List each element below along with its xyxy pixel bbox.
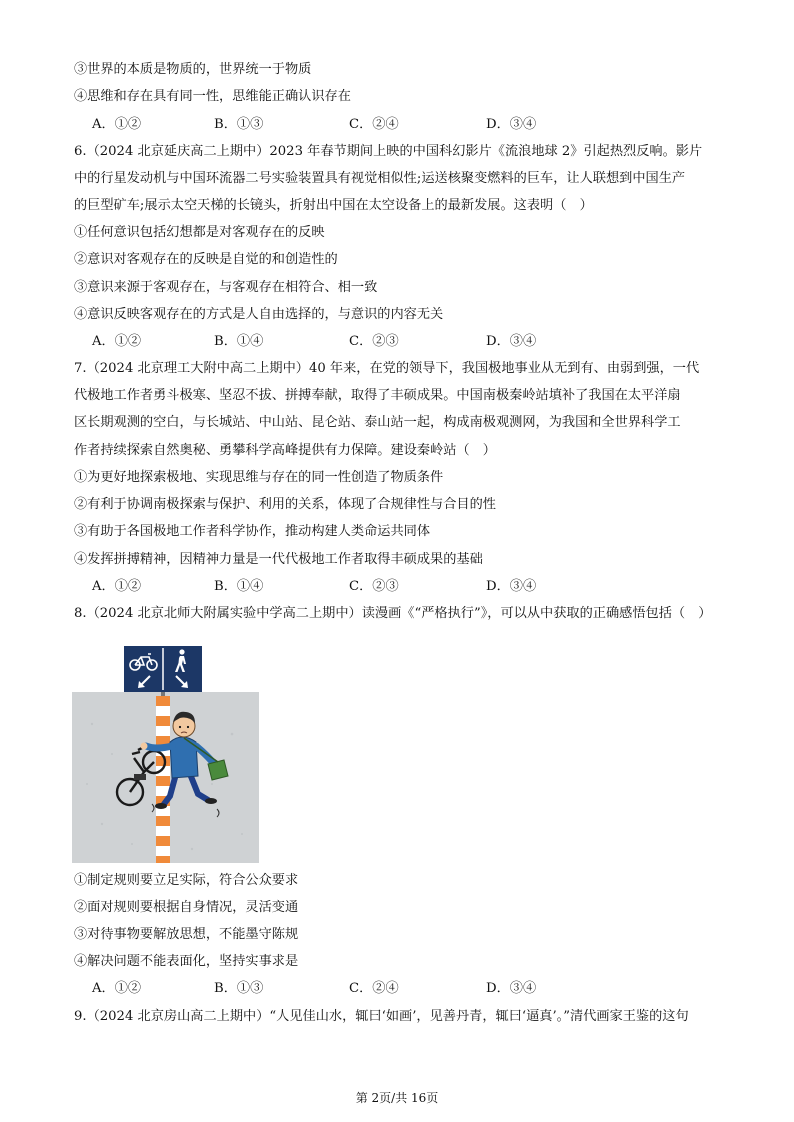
q7-stem-line-1: 7.（2024 北京理工大附中高二上期中）40 年来，在党的领导下，我国极地事业从无到有、由弱到强，一代 [74,361,700,376]
choice-c[interactable]: C．②④ [349,981,399,996]
q7-option-4: ④发挥拼搏精神，因精神力量是一代代极地工作者取得丰硕成果的基础 [74,552,483,567]
q6-stem-line-3: 的巨型矿车;展示太空天梯的长镜头，折射出中国在太空设备上的最新发展。这表明（ ） [74,198,593,213]
page-number-footer: 第 2页/共 16页 [355,1091,439,1105]
choice-c[interactable]: C．②④ [349,117,399,132]
q7-stem-line-3: 区长期观测的空白，与长城站、中山站、昆仑站、泰山站一起，构成南极观测网，为我国和全世界科学工 [74,415,681,430]
shoulder-bag [208,760,228,780]
choice-a[interactable]: A．①② [92,117,142,132]
choice-d[interactable]: D．③④ [486,117,537,132]
choice-b[interactable]: B．①④ [214,334,264,349]
q6-option-2: ②意识对客观存在的反映是自觉的和创造性的 [74,252,338,267]
lane-sign [124,646,202,692]
q6-stem-line-1: 6.（2024 北京延庆高二上期中）2023 年春节期间上映的中国科幻影片《流浪地球 2》引起热烈反响。影片 [74,144,703,159]
q7-stem-line-2: 代极地工作者勇斗极寒、坚忍不拔、拼搏奉献，取得了丰硕成果。中国南极秦岭站填补了我国在太平洋扇 [74,388,681,403]
q7-option-3: ③有助于各国极地工作者科学协作，推动构建人类命运共同体 [74,524,431,539]
choice-d[interactable]: D．③④ [486,579,537,594]
q6-stem-line-2: 中的行星发动机与中国环流器二号实验装置具有视觉相似性;运送核聚变燃料的巨车，让人联想到中国生产 [74,171,686,186]
top-option-3: ③世界的本质是物质的，世界统一于物质 [74,62,312,77]
q7-option-1: ①为更好地探索极地、实现思维与存在的同一性创造了物质条件 [74,470,444,485]
q6-option-3: ③意识来源于客观存在，与客观存在相符合、相一致 [74,280,378,295]
choice-a[interactable]: A．①② [92,579,142,594]
choice-b[interactable]: B．①③ [214,981,264,996]
choice-a[interactable]: A．①② [92,981,142,996]
choice-b[interactable]: B．①④ [214,579,264,594]
choice-d[interactable]: D．③④ [486,981,537,996]
q9-stem-line-1: 9.（2024 北京房山高二上期中）“人见佳山水，辄曰‘如画’，见善丹青，辄曰‘逼真’。”清代画家王鉴的这句 [74,1009,689,1024]
choice-a[interactable]: A．①② [92,334,142,349]
q8-option-4: ④解决问题不能表面化，坚持实事求是 [74,954,299,969]
choice-d[interactable]: D．③④ [486,334,537,349]
q7-option-2: ②有利于协调南极探索与保护、利用的关系，体现了合规律性与合目的性 [74,497,496,512]
choice-b[interactable]: B．①③ [214,117,264,132]
q8-option-1: ①制定规则要立足实际，符合公众要求 [74,873,299,888]
choice-c[interactable]: C．②③ [349,579,399,594]
choice-c[interactable]: C．②③ [349,334,399,349]
q6-option-1: ①任何意识包括幻想都是对客观存在的反映 [74,225,325,240]
lane-divider-barrier [156,696,170,863]
comic-strict-enforcement [72,634,259,863]
top-option-4: ④思维和存在具有同一性，思维能正确认识存在 [74,89,351,104]
q7-stem-line-4: 作者持续探索自然奥秘、勇攀科学高峰提供有力保障。建设秦岭站（ ） [74,443,496,458]
q6-option-4: ④意识反映客观存在的方式是人自由选择的，与意识的内容无关 [74,307,444,322]
q8-option-2: ②面对规则要根据自身情况，灵活变通 [74,900,299,915]
q8-stem-line-1: 8.（2024 北京北师大附属实验中学高二上期中）读漫画《“严格执行”》，可以从中获取的正确感悟包括（ ） [74,606,712,621]
q8-option-3: ③对待事物要解放思想，不能墨守陈规 [74,927,299,942]
